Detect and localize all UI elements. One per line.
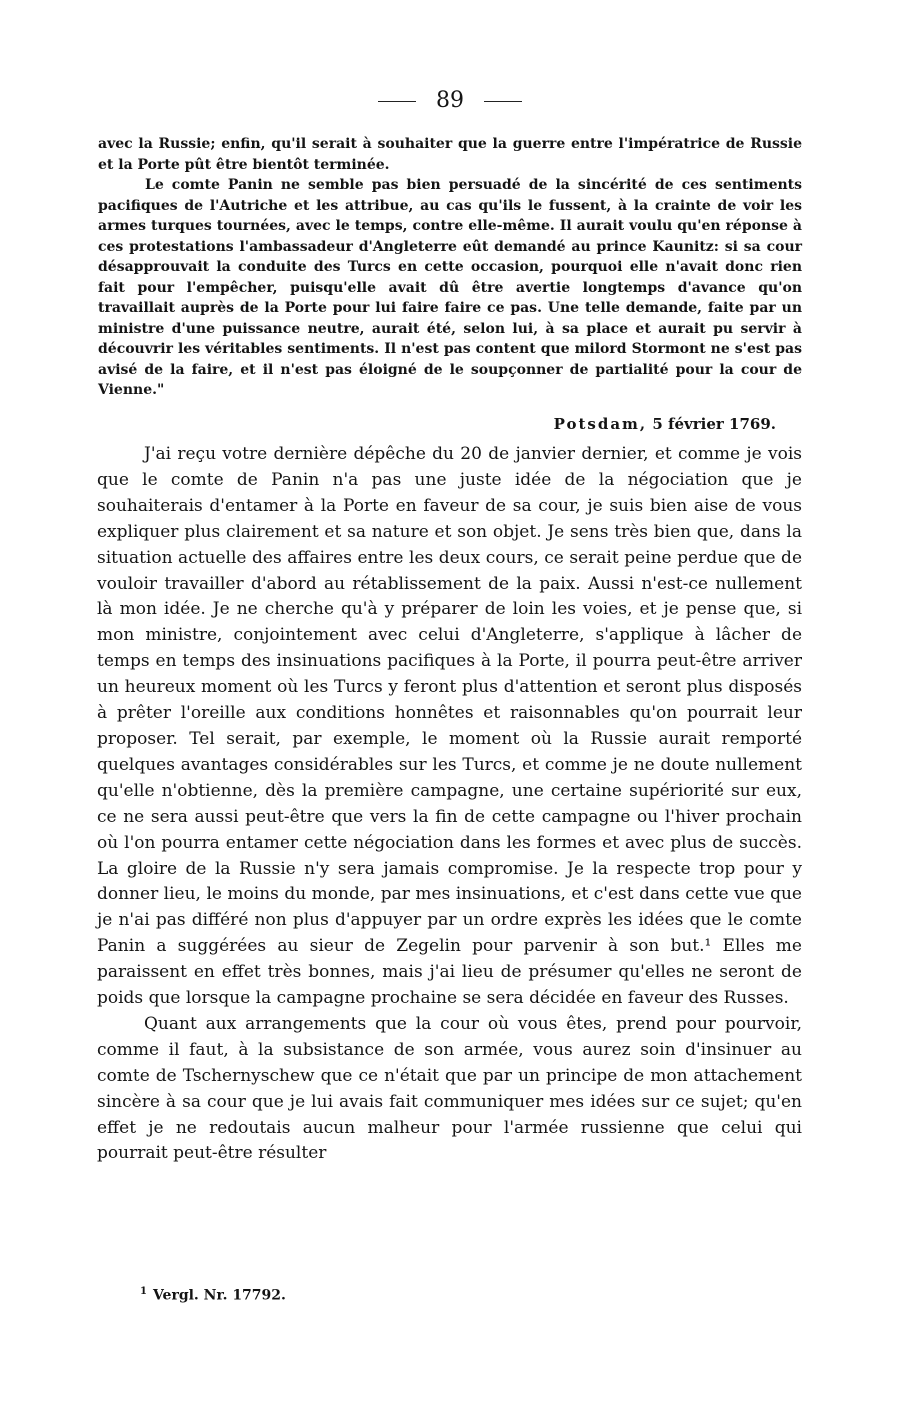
page-number: 89 <box>436 88 464 113</box>
quoted-report <box>98 134 802 401</box>
dateline <box>554 414 776 434</box>
letter-body <box>97 442 802 1167</box>
report-paragraph-1: avec la Russie; enfin, qu'il serait à souhaiter que la guerre entre l'impératrice de Russie et la Porte pût être bientôt terminée. <box>98 136 802 173</box>
footnote <box>140 1282 286 1306</box>
body-paragraph-2: Quant aux arrangements que la cour où vous êtes, prend pour pourvoir, comme il faut, à la subsistance de son armée, vous aurez soin d'insinuer au comte de Tschernyschew que ce n'était que par un principe de mon attachement sincère à sa cour que je lui avais fait communiquer mes idées sur ce sujet; qu'en effet je ne redoutais aucun malheur pour l'armée russienne que celui qui pourrait peut-être résulter <box>97 1013 802 1164</box>
dateline-date: 5 février 1769. <box>652 415 776 433</box>
report-paragraph-2: Le comte Panin ne semble pas bien persuadé de la sincérité de ces sentiments pacifiques de l'Autriche et les attribue, au cas qu'ils le fussent, à la crainte de voir les armes turques tournées, avec le temps, contre elle-même. Il aurait voulu qu'en réponse à ces protestations l'ambassadeur d'Angleterre eût demandé au prince Kaunitz: si sa cour désapprouvait la conduite des Turcs en cette occasion, pourquoi elle n'avait donc rien fait pour l'empêcher, puisqu'elle avait dû être avertie longtemps d'avance qu'on travaillait auprès de la Porte pour lui faire faire ce pas. Une telle demande, faite par un ministre d'une puissance neutre, aurait été, selon lui, à sa place et aurait pu servir à découvrir les véritables sentiments. Il n'est pas content que milord Stormont ne s'est pas avisé de la faire, et il n'est pas éloigné de le soupçonner de partialité pour la cour de Vienne." <box>98 177 802 398</box>
footnote-text: Vergl. Nr. 17792. <box>152 1287 286 1304</box>
header-rule-left <box>378 101 416 102</box>
running-head <box>0 86 900 116</box>
dateline-place: Potsdam, <box>553 415 648 433</box>
footnote-mark: 1 <box>140 1286 147 1297</box>
body-paragraph-1: J'ai reçu votre dernière dépêche du 20 de janvier dernier, et comme je vois que le comte de Panin n'a pas une juste idée de la négociation que je souhaiterais d'entamer à la Porte en faveur de sa cour, je suis bien aise de vous expliquer plus clairement et sa nature et son objet. Je sens très bien que, dans la situation actuelle des affaires entre les deux cours, ce serait peine perdue que de vouloir travailler d'abord au rétablissement de la paix. Aussi n'est-ce nullement là mon idée. Je ne cherche qu'à y préparer de loin les voies, et je pense que, si mon ministre, conjointement avec celui d'Angleterre, s'applique à lâcher de temps en temps des insinuations pacifiques à la Porte, il pourra peut-être arriver un heureux moment où les Turcs y feront plus d'attention et seront plus disposés à prêter l'oreille aux conditions honnêtes et raisonnables qu'on pourrait leur proposer. Tel serait, par exemple, le moment où la Russie aurait remporté quelques avantages considérables sur les Turcs, et comme je ne doute nullement qu'elle n'obtienne, dès la première campagne, une certaine supériorité sur eux, ce ne sera aussi peut-être que vers la fin de cette campagne ou l'hiver prochain où l'on pourra entamer cette négociation dans les formes et avec plus de succès. La gloire de la Russie n'y sera jamais compromise. Je la respecte trop pour y donner lieu, le moins du monde, par mes insinuations, et c'est dans cette vue que je n'ai pas différé non plus d'appuyer par un ordre exprès les idées que le comte Panin a suggérées au sieur de Zegelin pour parvenir à son but.¹ Elles me paraissent en effet très bonnes, mais j'ai lieu de présumer qu'elles ne seront de poids que lorsque la campagne prochaine se sera décidée en faveur des Russes. <box>97 444 802 1009</box>
header-rule-right <box>484 101 522 102</box>
